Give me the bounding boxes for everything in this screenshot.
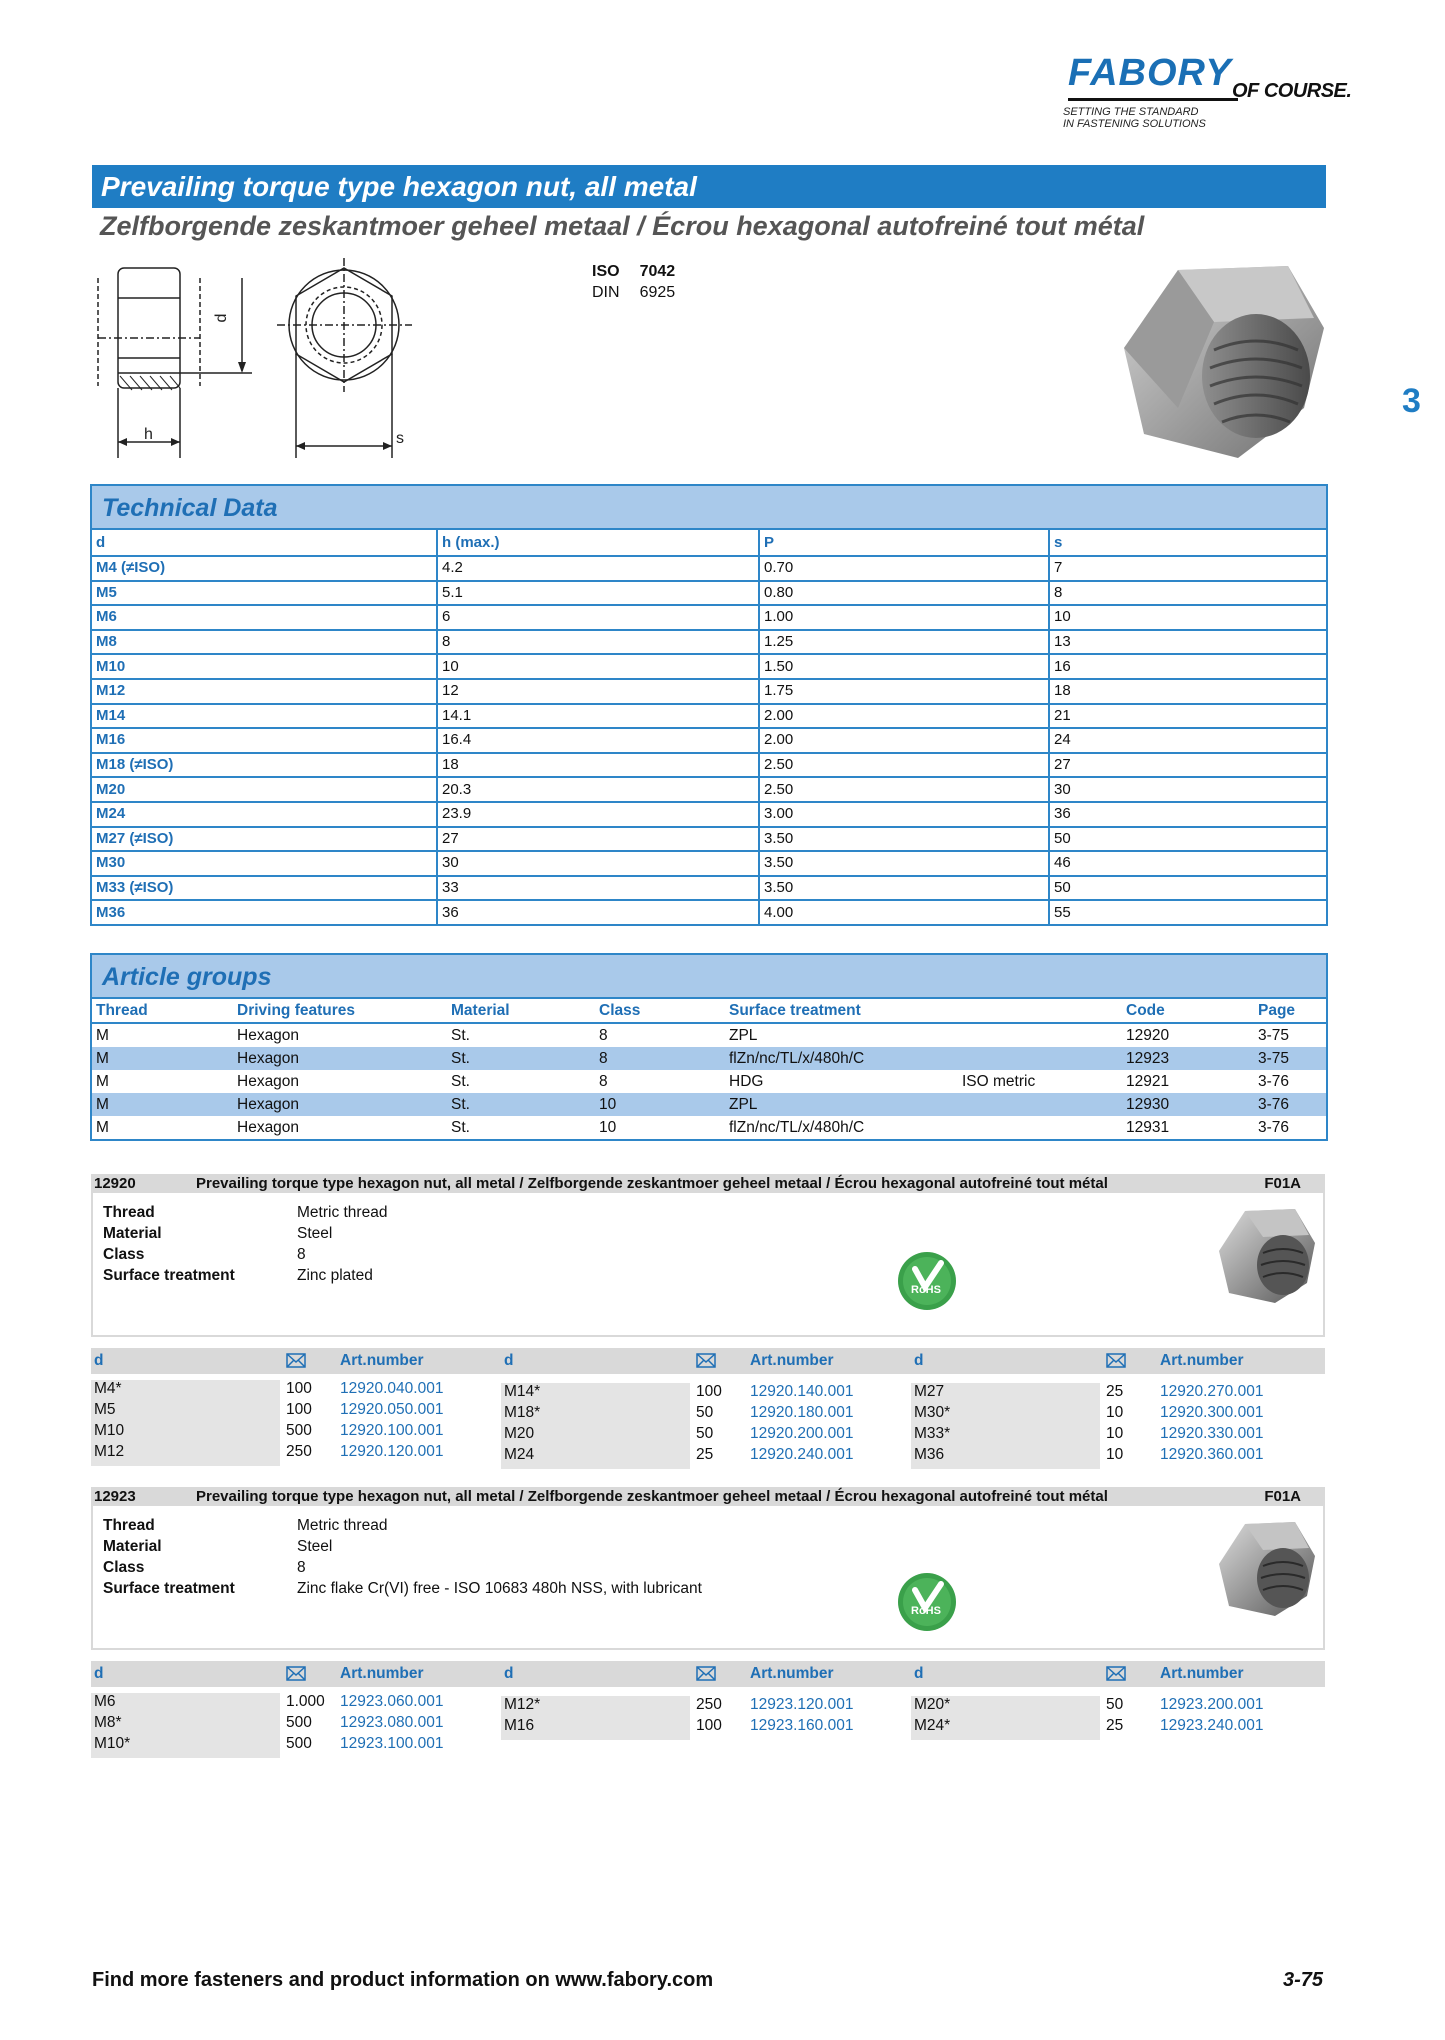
column-header: Driving features bbox=[233, 999, 447, 1023]
order-header-d: d bbox=[504, 1352, 514, 1369]
order-list bbox=[91, 1380, 1325, 1470]
table-cell: M24 bbox=[92, 802, 437, 827]
table-cell: 1.50 bbox=[759, 654, 1049, 679]
table-cell: 16 bbox=[1049, 654, 1326, 679]
order-size: M14* bbox=[504, 1383, 541, 1400]
table-cell: 18 bbox=[437, 753, 759, 778]
table-cell: Hexagon bbox=[237, 1026, 300, 1044]
footer-text: Find more fasteners and product information on www.fabory.com bbox=[92, 1969, 714, 1991]
order-quantity: 10 bbox=[1106, 1425, 1124, 1442]
standard-value: 7042 bbox=[639, 263, 676, 280]
order-size: M36 bbox=[914, 1446, 945, 1463]
table-cell: 8 bbox=[1049, 581, 1326, 606]
rohs-label: RoHS bbox=[911, 1605, 941, 1617]
column-header: Class bbox=[595, 999, 725, 1023]
table-cell: 27 bbox=[437, 827, 759, 852]
technical-data-section bbox=[90, 484, 1328, 926]
table-row bbox=[92, 753, 1326, 778]
table-row bbox=[92, 581, 1326, 606]
table-cell: 8 bbox=[595, 1047, 725, 1070]
product-body bbox=[91, 1506, 1325, 1650]
page-title: Prevailing torque type hexagon nut, all metal bbox=[101, 171, 697, 202]
product-ref: F01A bbox=[1264, 1175, 1301, 1192]
table-cell: M27 (≠ISO) bbox=[92, 827, 437, 852]
table-cell: Hexagon bbox=[233, 1047, 447, 1070]
order-quantity: 10 bbox=[1106, 1404, 1124, 1421]
article-number-link[interactable]: 12923.060.001 bbox=[340, 1693, 444, 1710]
order-quantity: 50 bbox=[696, 1425, 714, 1442]
article-number-link[interactable]: 12920.180.001 bbox=[750, 1404, 854, 1421]
table-cell: M bbox=[92, 1047, 233, 1070]
table-row bbox=[92, 704, 1326, 729]
page-subtitle: Zelfborgende zeskantmoer geheel metaal / Écrou hexagonal autofreiné tout métal bbox=[100, 211, 1145, 241]
order-size: M20 bbox=[504, 1425, 535, 1442]
article-number-link[interactable]: 12920.200.001 bbox=[750, 1425, 854, 1442]
order-size: M12 bbox=[94, 1443, 125, 1460]
order-quantity: 50 bbox=[696, 1404, 714, 1421]
table-cell: 3.50 bbox=[759, 876, 1049, 901]
order-quantity: 1.000 bbox=[286, 1693, 325, 1710]
property-key: Thread bbox=[103, 1204, 155, 1221]
table-cell: 10 bbox=[599, 1118, 617, 1136]
table-cell bbox=[958, 1093, 1122, 1116]
table-cell: 27 bbox=[1049, 753, 1326, 778]
article-groups-heading: Article groups bbox=[102, 963, 272, 991]
article-number-link[interactable]: 12920.270.001 bbox=[1160, 1383, 1264, 1400]
order-header-d: d bbox=[94, 1665, 104, 1682]
product-properties bbox=[101, 1201, 389, 1287]
column-header: Code bbox=[1122, 999, 1254, 1023]
product-code: 12920 bbox=[94, 1175, 136, 1192]
article-number-link[interactable]: 12920.040.001 bbox=[340, 1380, 444, 1397]
table-cell: 46 bbox=[1049, 851, 1326, 876]
chapter-number: 3 bbox=[1402, 382, 1421, 420]
property-row bbox=[103, 1516, 702, 1535]
table-cell: 30 bbox=[1049, 777, 1326, 802]
order-header bbox=[91, 1661, 1325, 1687]
table-cell: 33 bbox=[437, 876, 759, 901]
article-number-link[interactable]: 12920.100.001 bbox=[340, 1422, 444, 1439]
article-number-link[interactable]: 12923.080.001 bbox=[340, 1714, 444, 1731]
standard-value: 6925 bbox=[639, 284, 676, 301]
order-size: M33* bbox=[914, 1425, 951, 1442]
table-cell: 4.2 bbox=[437, 556, 759, 581]
table-cell: 0.70 bbox=[759, 556, 1049, 581]
table-cell: ISO metric bbox=[962, 1072, 1036, 1090]
order-quantity: 25 bbox=[1106, 1717, 1124, 1734]
column-header: d bbox=[92, 530, 437, 556]
property-key: Material bbox=[103, 1225, 162, 1242]
article-number-link[interactable]: 12920.240.001 bbox=[750, 1446, 854, 1463]
table-row bbox=[92, 777, 1326, 802]
table-cell: Hexagon bbox=[237, 1072, 300, 1090]
article-number-link[interactable]: 12923.100.001 bbox=[340, 1735, 444, 1752]
order-quantity: 100 bbox=[286, 1401, 312, 1418]
table-cell: 2.00 bbox=[759, 704, 1049, 729]
order-header-art: Art.number bbox=[1160, 1352, 1244, 1369]
table-row bbox=[92, 876, 1326, 901]
table-cell: 8 bbox=[437, 630, 759, 655]
article-number-link[interactable]: 12923.200.001 bbox=[1160, 1696, 1264, 1713]
order-size: M30* bbox=[914, 1404, 951, 1421]
product-header bbox=[91, 1487, 1325, 1506]
table-cell: M20 bbox=[92, 777, 437, 802]
table-cell: flZn/nc/TL/x/480h/C bbox=[725, 1047, 958, 1070]
product-description: Prevailing torque type hexagon nut, all metal / Zelfborgende zeskantmoer geheel metaal / Écrou hexagonal autofreiné tout métal bbox=[196, 1488, 1108, 1505]
order-quantity: 500 bbox=[286, 1735, 312, 1752]
table-cell: 20.3 bbox=[437, 777, 759, 802]
fabory-logo bbox=[1060, 52, 1360, 142]
table-cell: St. bbox=[451, 1026, 470, 1044]
table-cell: 1.75 bbox=[759, 679, 1049, 704]
column-header bbox=[958, 999, 1122, 1023]
table-row bbox=[92, 827, 1326, 852]
rohs-badge bbox=[897, 1251, 957, 1311]
standard-row bbox=[592, 283, 693, 302]
table-cell: M18 (≠ISO) bbox=[92, 753, 437, 778]
table-cell: 2.50 bbox=[759, 753, 1049, 778]
order-size: M24* bbox=[914, 1717, 951, 1734]
column-header: Page bbox=[1254, 999, 1326, 1023]
table-cell: 13 bbox=[1049, 630, 1326, 655]
order-size: M8* bbox=[94, 1714, 122, 1731]
property-key: Surface treatment bbox=[103, 1580, 235, 1597]
order-header-art: Art.number bbox=[750, 1665, 834, 1682]
order-header-d: d bbox=[94, 1352, 104, 1369]
order-list bbox=[91, 1693, 1325, 1783]
table-cell: M16 bbox=[92, 728, 437, 753]
technical-data-header bbox=[92, 486, 1326, 530]
table-cell: 6 bbox=[437, 605, 759, 630]
table-cell: 10 bbox=[1049, 605, 1326, 630]
table-cell: St. bbox=[451, 1118, 470, 1136]
property-key: Material bbox=[103, 1538, 162, 1555]
table-cell: M4 (≠ISO) bbox=[92, 556, 437, 581]
table-cell: flZn/nc/TL/x/480h/C bbox=[729, 1118, 865, 1136]
page-number: 3-75 bbox=[1283, 1969, 1324, 1991]
technical-data-table bbox=[92, 530, 1326, 924]
property-key: Thread bbox=[103, 1517, 155, 1534]
property-row bbox=[103, 1579, 702, 1598]
order-quantity: 100 bbox=[286, 1380, 312, 1397]
table-cell: 0.80 bbox=[759, 581, 1049, 606]
table-row bbox=[92, 1047, 1326, 1070]
order-size: M18* bbox=[504, 1404, 541, 1421]
rohs-badge bbox=[897, 1572, 957, 1632]
table-cell: 8 bbox=[599, 1072, 608, 1090]
product-header bbox=[91, 1174, 1325, 1193]
property-row bbox=[103, 1245, 387, 1264]
order-quantity: 250 bbox=[286, 1443, 312, 1460]
table-cell: 4.00 bbox=[759, 900, 1049, 924]
property-row bbox=[103, 1266, 387, 1285]
table-row bbox=[92, 605, 1326, 630]
table-cell: 3-75 bbox=[1254, 1047, 1326, 1070]
order-header-d: d bbox=[914, 1352, 924, 1369]
technical-data-header-row bbox=[92, 530, 1326, 556]
table-cell: Hexagon bbox=[233, 1093, 447, 1116]
table-cell: M10 bbox=[92, 654, 437, 679]
table-cell: 21 bbox=[1049, 704, 1326, 729]
order-size: M10 bbox=[94, 1422, 125, 1439]
order-size: M6 bbox=[94, 1693, 116, 1710]
order-quantity: 10 bbox=[1106, 1446, 1124, 1463]
table-cell: 50 bbox=[1049, 876, 1326, 901]
envelope-icon bbox=[286, 1353, 306, 1373]
order-quantity: 50 bbox=[1106, 1696, 1124, 1713]
property-value: 8 bbox=[297, 1559, 306, 1576]
table-cell bbox=[958, 1116, 1122, 1139]
table-cell: 55 bbox=[1054, 903, 1071, 921]
order-quantity: 500 bbox=[286, 1422, 312, 1439]
envelope-icon bbox=[286, 1666, 306, 1686]
property-value: 8 bbox=[297, 1246, 306, 1263]
order-quantity: 250 bbox=[696, 1696, 722, 1713]
table-cell: ZPL bbox=[729, 1026, 758, 1044]
table-cell: 1.00 bbox=[759, 605, 1049, 630]
table-cell: 2.00 bbox=[759, 728, 1049, 753]
table-cell: St. bbox=[451, 1072, 470, 1090]
table-cell: 3-76 bbox=[1254, 1093, 1326, 1116]
column-header: Material bbox=[447, 999, 595, 1023]
article-number-link[interactable]: 12920.330.001 bbox=[1160, 1425, 1264, 1442]
property-value: Steel bbox=[297, 1225, 333, 1242]
order-size: M4* bbox=[94, 1380, 122, 1397]
product-block-12920 bbox=[91, 1174, 1325, 1470]
technical-drawing bbox=[92, 258, 492, 468]
column-header: Surface treatment bbox=[725, 999, 958, 1023]
order-header-art: Art.number bbox=[340, 1665, 424, 1682]
label-s: s bbox=[396, 430, 404, 447]
order-header bbox=[91, 1348, 1325, 1374]
standard-name: DIN bbox=[592, 284, 620, 301]
table-cell: M8 bbox=[92, 630, 437, 655]
table-cell: M12 bbox=[92, 679, 437, 704]
table-cell: M bbox=[96, 1118, 109, 1136]
order-quantity: 100 bbox=[696, 1717, 722, 1734]
table-cell: 16.4 bbox=[437, 728, 759, 753]
order-size: M24 bbox=[504, 1446, 535, 1463]
table-row bbox=[92, 1093, 1326, 1116]
table-cell: M bbox=[92, 1093, 233, 1116]
table-cell: 18 bbox=[1049, 679, 1326, 704]
envelope-icon bbox=[1106, 1353, 1126, 1373]
table-row bbox=[92, 1116, 1326, 1139]
order-quantity: 25 bbox=[1106, 1383, 1124, 1400]
table-cell: St. bbox=[447, 1047, 595, 1070]
table-cell: 5.1 bbox=[437, 581, 759, 606]
article-groups-header bbox=[92, 955, 1326, 999]
order-quantity: 100 bbox=[696, 1383, 722, 1400]
table-row bbox=[92, 630, 1326, 655]
table-cell: 3-76 bbox=[1258, 1072, 1290, 1090]
column-header: Thread bbox=[92, 999, 233, 1023]
table-cell: 23.9 bbox=[437, 802, 759, 827]
article-number-link[interactable]: 12920.300.001 bbox=[1160, 1404, 1264, 1421]
article-number-link[interactable]: 12923.120.001 bbox=[750, 1696, 854, 1713]
table-cell: 12920 bbox=[1126, 1026, 1170, 1044]
property-value: Metric thread bbox=[297, 1517, 388, 1534]
table-cell: 30 bbox=[437, 851, 759, 876]
table-cell: 50 bbox=[1049, 827, 1326, 852]
table-cell: 1.25 bbox=[759, 630, 1049, 655]
envelope-icon bbox=[696, 1666, 716, 1686]
rohs-label: RoHS bbox=[911, 1284, 941, 1296]
order-header-d: d bbox=[504, 1665, 514, 1682]
article-groups-section bbox=[90, 953, 1328, 1141]
table-cell: 8 bbox=[599, 1026, 608, 1044]
order-size: M20* bbox=[914, 1696, 951, 1713]
order-header-art: Art.number bbox=[1160, 1665, 1244, 1682]
table-cell: 36 bbox=[1049, 802, 1326, 827]
order-header-art: Art.number bbox=[750, 1352, 834, 1369]
order-size: M16 bbox=[504, 1717, 535, 1734]
table-cell: M5 bbox=[92, 581, 437, 606]
table-cell: 12923 bbox=[1122, 1047, 1254, 1070]
article-groups-header-row bbox=[92, 999, 1326, 1023]
product-block-12923 bbox=[91, 1487, 1325, 1783]
table-cell: 3-76 bbox=[1258, 1118, 1290, 1136]
article-number-link[interactable]: 12920.140.001 bbox=[750, 1383, 854, 1400]
property-value: Zinc plated bbox=[297, 1267, 373, 1284]
table-cell bbox=[958, 1023, 1122, 1047]
column-header: s bbox=[1049, 530, 1326, 556]
standards-table bbox=[590, 260, 695, 304]
table-cell: 14.1 bbox=[437, 704, 759, 729]
logo-underline bbox=[1068, 98, 1238, 101]
property-key: Surface treatment bbox=[103, 1267, 235, 1284]
product-thumbnail bbox=[1215, 1203, 1319, 1307]
table-cell: 24 bbox=[1049, 728, 1326, 753]
logo-tagline-line-2: IN FASTENING SOLUTIONS bbox=[1063, 118, 1206, 130]
table-row bbox=[92, 1070, 1326, 1093]
table-cell: 10 bbox=[437, 654, 759, 679]
product-properties bbox=[101, 1514, 704, 1600]
table-cell: HDG bbox=[729, 1072, 764, 1090]
table-cell: 2.50 bbox=[759, 777, 1049, 802]
table-cell: M bbox=[96, 1072, 109, 1090]
property-key: Class bbox=[103, 1246, 145, 1263]
article-number-link[interactable]: 12923.240.001 bbox=[1160, 1717, 1264, 1734]
table-row bbox=[92, 556, 1326, 581]
column-header: P bbox=[759, 530, 1049, 556]
product-code: 12923 bbox=[94, 1488, 136, 1505]
property-value: Zinc flake Cr(VI) free - ISO 10683 480h NSS, with lubricant bbox=[297, 1580, 702, 1597]
table-cell: 12921 bbox=[1126, 1072, 1170, 1090]
order-header-d: d bbox=[914, 1665, 924, 1682]
table-cell: M6 bbox=[92, 605, 437, 630]
table-cell: 12930 bbox=[1122, 1093, 1254, 1116]
table-cell: 3-75 bbox=[1258, 1026, 1290, 1044]
product-description: Prevailing torque type hexagon nut, all metal / Zelfborgende zeskantmoer geheel metaal / Écrou hexagonal autofreiné tout métal bbox=[196, 1175, 1108, 1192]
table-cell: Hexagon bbox=[237, 1118, 300, 1136]
table-cell: M30 bbox=[92, 851, 437, 876]
table-row bbox=[92, 654, 1326, 679]
table-row bbox=[92, 679, 1326, 704]
property-row bbox=[103, 1203, 387, 1222]
property-key: Class bbox=[103, 1559, 145, 1576]
table-row bbox=[92, 900, 1326, 924]
table-cell: 36 bbox=[437, 900, 759, 924]
label-h: h bbox=[144, 426, 153, 443]
table-cell: 10 bbox=[595, 1093, 725, 1116]
table-row bbox=[92, 851, 1326, 876]
article-number-link[interactable]: 12920.120.001 bbox=[340, 1443, 444, 1460]
table-cell: M36 bbox=[92, 900, 437, 924]
order-header-art: Art.number bbox=[340, 1352, 424, 1369]
standard-row bbox=[592, 262, 693, 281]
property-row bbox=[103, 1558, 702, 1577]
order-quantity: 500 bbox=[286, 1714, 312, 1731]
table-cell: 3.00 bbox=[759, 802, 1049, 827]
column-header: h (max.) bbox=[437, 530, 759, 556]
property-row bbox=[103, 1537, 702, 1556]
article-number-link[interactable]: 12923.160.001 bbox=[750, 1717, 854, 1734]
order-size: M27 bbox=[914, 1383, 945, 1400]
table-cell: M33 (≠ISO) bbox=[92, 876, 437, 901]
table-cell: St. bbox=[447, 1093, 595, 1116]
table-cell: 12931 bbox=[1126, 1118, 1170, 1136]
table-cell: 3.50 bbox=[759, 827, 1049, 852]
label-d: d bbox=[213, 313, 230, 323]
product-photo bbox=[1118, 258, 1330, 470]
table-cell: 3.50 bbox=[759, 851, 1049, 876]
order-size: M12* bbox=[504, 1696, 541, 1713]
product-body bbox=[91, 1193, 1325, 1337]
title-bar bbox=[92, 165, 1326, 208]
logo-slogan: OF COURSE. bbox=[1232, 80, 1352, 102]
table-row bbox=[92, 1023, 1326, 1047]
table-cell bbox=[958, 1047, 1122, 1070]
order-quantity: 25 bbox=[696, 1446, 714, 1463]
table-row bbox=[92, 728, 1326, 753]
logo-tagline-line-1: SETTING THE STANDARD bbox=[1063, 106, 1199, 118]
table-cell: M bbox=[96, 1026, 109, 1044]
table-cell: 12 bbox=[437, 679, 759, 704]
property-row bbox=[103, 1224, 387, 1243]
logo-brand: FABORY bbox=[1068, 52, 1232, 94]
product-ref: F01A bbox=[1264, 1488, 1301, 1505]
table-cell: 7 bbox=[1049, 556, 1326, 581]
property-value: Metric thread bbox=[297, 1204, 388, 1221]
order-size: M5 bbox=[94, 1401, 116, 1418]
article-groups-table bbox=[92, 999, 1326, 1139]
envelope-icon bbox=[1106, 1666, 1126, 1686]
table-cell: ZPL bbox=[725, 1093, 958, 1116]
table-cell: M14 bbox=[92, 704, 437, 729]
property-value: Steel bbox=[297, 1538, 333, 1555]
article-number-link[interactable]: 12920.360.001 bbox=[1160, 1446, 1264, 1463]
order-size: M10* bbox=[94, 1735, 131, 1752]
table-row bbox=[92, 802, 1326, 827]
product-thumbnail bbox=[1215, 1516, 1319, 1620]
logo-tagline bbox=[1063, 106, 1206, 130]
standard-name: ISO bbox=[592, 263, 620, 280]
technical-data-heading: Technical Data bbox=[102, 494, 278, 522]
article-number-link[interactable]: 12920.050.001 bbox=[340, 1401, 444, 1418]
envelope-icon bbox=[696, 1353, 716, 1373]
